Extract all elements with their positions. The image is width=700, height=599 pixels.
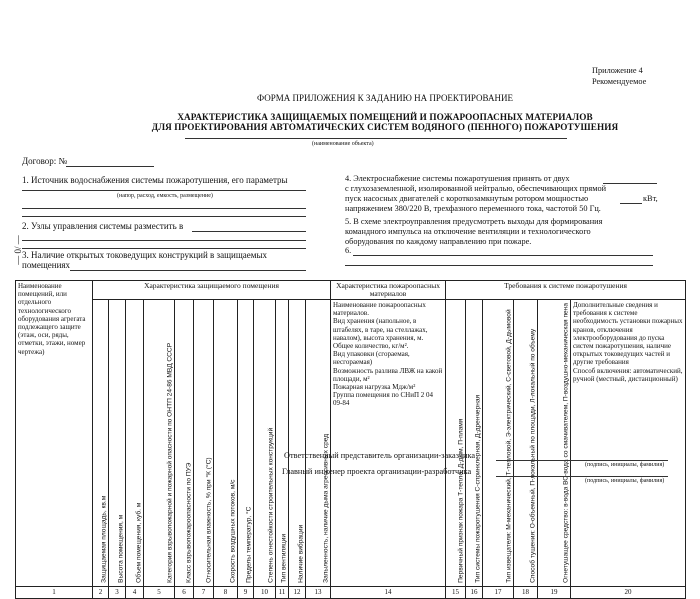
- item-4-line-4: напряжением 380/220 В, трехфазного переменного тока, частотой 50 Гц.: [345, 204, 601, 213]
- materials-line: Вид упаковки (сгораемая, несгораемая): [333, 350, 410, 367]
- object-name-line[interactable]: [185, 138, 567, 139]
- materials-line: Наименование пожароопасных материалов.: [333, 301, 426, 318]
- col-number: 1: [16, 586, 93, 598]
- col-fire-resistance: Степень огнестойкости строительных конструкций: [254, 300, 276, 587]
- col-number: 13: [306, 586, 331, 598]
- col-agent: Огнетушащее средство: в-вода ВС-вода со смачивателем, П-воздушно-механическая пена: [538, 300, 571, 587]
- item-2: 2. Узлы управления системы разместить в: [22, 221, 184, 231]
- item-1-field-3[interactable]: [22, 216, 306, 217]
- col-extinguish-method: Способ тушения: О-объемный, П-локальный по площади, Л-локальный по объему: [514, 300, 538, 587]
- item-5-line-3: оборудования по каждому направлению при пожаре.: [345, 237, 532, 246]
- col-number: 19: [538, 586, 571, 598]
- group-materials: Характеристика пожароопасных материалов: [331, 281, 446, 300]
- heading-line-1: ХАРАКТЕРИСТИКА ЗАЩИЩАЕМЫХ ПОМЕЩЕНИЙ И ПОЖАРООПАСНЫХ МАТЕРИАЛОВ: [177, 112, 593, 122]
- col-fire-sign: Первичный признак пожара Т-тепло, Д-дым, П-пламя: [446, 300, 466, 587]
- col-volume: Объем помещения, куб. м: [126, 300, 144, 587]
- object-caption: (наименование объекта): [312, 141, 374, 147]
- col-materials: [331, 300, 446, 587]
- col-category: Категория взрывопожарной и пожарной опасности по ОНТП 24-86 МВД СССР: [144, 300, 175, 587]
- col-number: 12: [289, 586, 306, 598]
- col-additional: [571, 300, 686, 587]
- item-6-field[interactable]: [353, 255, 653, 256]
- signature-engineer-label: Главный инженер проекта организации-разработчика: [282, 467, 472, 476]
- item-5-line-2: командного импульса на отключение вентиляции и технологического: [345, 227, 591, 236]
- col-number: 11: [276, 586, 289, 598]
- col-temperature: Пределы температур, °С: [238, 300, 254, 587]
- signature-engineer-field[interactable]: [496, 476, 668, 477]
- signature-engineer-caption: (подпись, инициалы, фамилия): [585, 478, 665, 484]
- col-ventilation: Тип вентиляции: [276, 300, 289, 587]
- item-6-field-2[interactable]: [345, 265, 653, 266]
- signature-customer-caption: (подпись, инициалы, фамилия): [585, 462, 665, 468]
- col-vibration: Наличие вибрации: [289, 300, 306, 587]
- col-number: 20: [571, 586, 686, 598]
- col-number: 18: [514, 586, 538, 598]
- item-4-field-1[interactable]: [603, 183, 657, 184]
- materials-line: Вид хранения (напольное, в штабелях, в таре, на стеллажах, навалом), высота хранения, м.: [333, 317, 428, 342]
- materials-line: Общее количество, кг/м².: [333, 342, 409, 351]
- item-2-field[interactable]: [192, 231, 306, 232]
- col-number: 4: [126, 586, 144, 598]
- contract-label: Договор: №: [22, 156, 68, 166]
- col-number: 3: [109, 586, 126, 598]
- materials-line: Пожарная нагрузка Мдж/м²: [333, 383, 416, 392]
- col-number: 14: [331, 586, 446, 598]
- signature-customer-label: Ответственный представитель организации-заказчика: [284, 451, 476, 460]
- group-room: Характеристика защищаемого помещения: [93, 281, 331, 300]
- activation-text: Способ включения: автоматический, ручной (местный, дистанционный): [573, 366, 683, 383]
- col-number: 15: [446, 586, 466, 598]
- col-number: 8: [214, 586, 238, 598]
- item-2-field-2[interactable]: [22, 240, 306, 241]
- col-room-name: Наименование помещений, или отдельного технологического оборудования агрегата подлежащего защите (этаж, оси, ряды, отметки, этажи, номер чертежа): [16, 281, 93, 587]
- col-detector-type: Тип извещателя: М-механический, Т-тепловой, Э-электрический, С-световой, Д-дымовой: [483, 300, 514, 587]
- col-pue-class: Класс взрывопожароопасности по ПУЭ: [175, 300, 194, 587]
- item-3-field[interactable]: [70, 270, 306, 271]
- col-area: Защищаемая площадь, кв.м: [93, 300, 109, 587]
- col-number: 6: [175, 586, 194, 598]
- item-2-field-3[interactable]: [22, 248, 306, 249]
- signature-customer-field[interactable]: [496, 460, 668, 461]
- col-airflow: Скорость воздушных потоков, м/с: [214, 300, 238, 587]
- item-3-line-1: 3. Наличие открытых токоведущих конструкций в защищаемых: [22, 250, 267, 260]
- item-4-line-3: пуск насосных двигателей с короткозамкнутым ротором мощностью: [345, 194, 589, 203]
- item-4-power-field[interactable]: [620, 203, 642, 204]
- col-number: 9: [238, 586, 254, 598]
- item-1-field[interactable]: [22, 190, 306, 191]
- col-system-type: Тип системы пожаротушения С-спринклерная, Д-дренчерная: [466, 300, 483, 587]
- item-4-line-2: с глухозаземленной, изолированной нейтралью, обеспечивающих прямой: [345, 184, 607, 193]
- additional-text: Дополнительные сведения и требования к системе необходимость установки пожарных кранов, отключения электрооборудования до пуска систем пожаротушения, наличие открытых токоведущих частей и другие требования: [573, 301, 683, 367]
- col-number: 17: [483, 586, 514, 598]
- side-mark: — 0/ —: [12, 235, 23, 265]
- materials-line: Возможность разлива ЛВЖ на какой площади, м²: [333, 366, 443, 383]
- col-number: 5: [144, 586, 175, 598]
- col-number: 16: [466, 586, 483, 598]
- heading-line-2: ДЛЯ ПРОЕКТИРОВАНИЯ АВТОМАТИЧЕСКИХ СИСТЕМ ВОДЯНОГО (ПЕННОГО) ПОЖАРОТУШЕНИЯ: [151, 122, 619, 132]
- item-6-label: 6.: [345, 246, 352, 255]
- item-4-line-1: 4. Электроснабжение системы пожаротушения принять от двух: [345, 174, 570, 183]
- column-numbers-row: [16, 586, 686, 598]
- col-number: 7: [194, 586, 214, 598]
- col-number: 10: [254, 586, 276, 598]
- col-number: 2: [93, 586, 109, 598]
- form-title: ФОРМА ПРИЛОЖЕНИЯ К ЗАДАНИЮ НА ПРОЕКТИРОВАНИЕ: [257, 93, 513, 103]
- col-height: Высота помещения, м: [109, 300, 126, 587]
- item-4-unit: кВт,: [643, 194, 658, 203]
- appendix-status: Рекомендуемое: [592, 77, 647, 86]
- group-requirements: Требования к системе пожаротушения: [446, 281, 686, 300]
- col-dust: Запыленность, наличие дыма агрессивных сред: [306, 300, 331, 587]
- rooms-table: [15, 280, 686, 599]
- contract-number-field[interactable]: [66, 166, 154, 167]
- item-1-field-2[interactable]: [22, 208, 306, 209]
- item-1-caption: (напор, расход, емкость, размещение): [117, 193, 213, 199]
- materials-line: Группа помещения по СНиП 2 04 09-84: [333, 391, 434, 408]
- col-humidity: Относительная влажность, % при °К (°С): [194, 300, 214, 587]
- item-3-line-2: помещениях: [22, 260, 71, 270]
- appendix-number: Приложение 4: [592, 66, 643, 75]
- item-1: 1. Источник водоснабжения системы пожаротушения, его параметры: [22, 175, 288, 185]
- item-5-line-1: 5. В схеме электроуправления предусмотреть выходы для формирования: [345, 217, 603, 226]
